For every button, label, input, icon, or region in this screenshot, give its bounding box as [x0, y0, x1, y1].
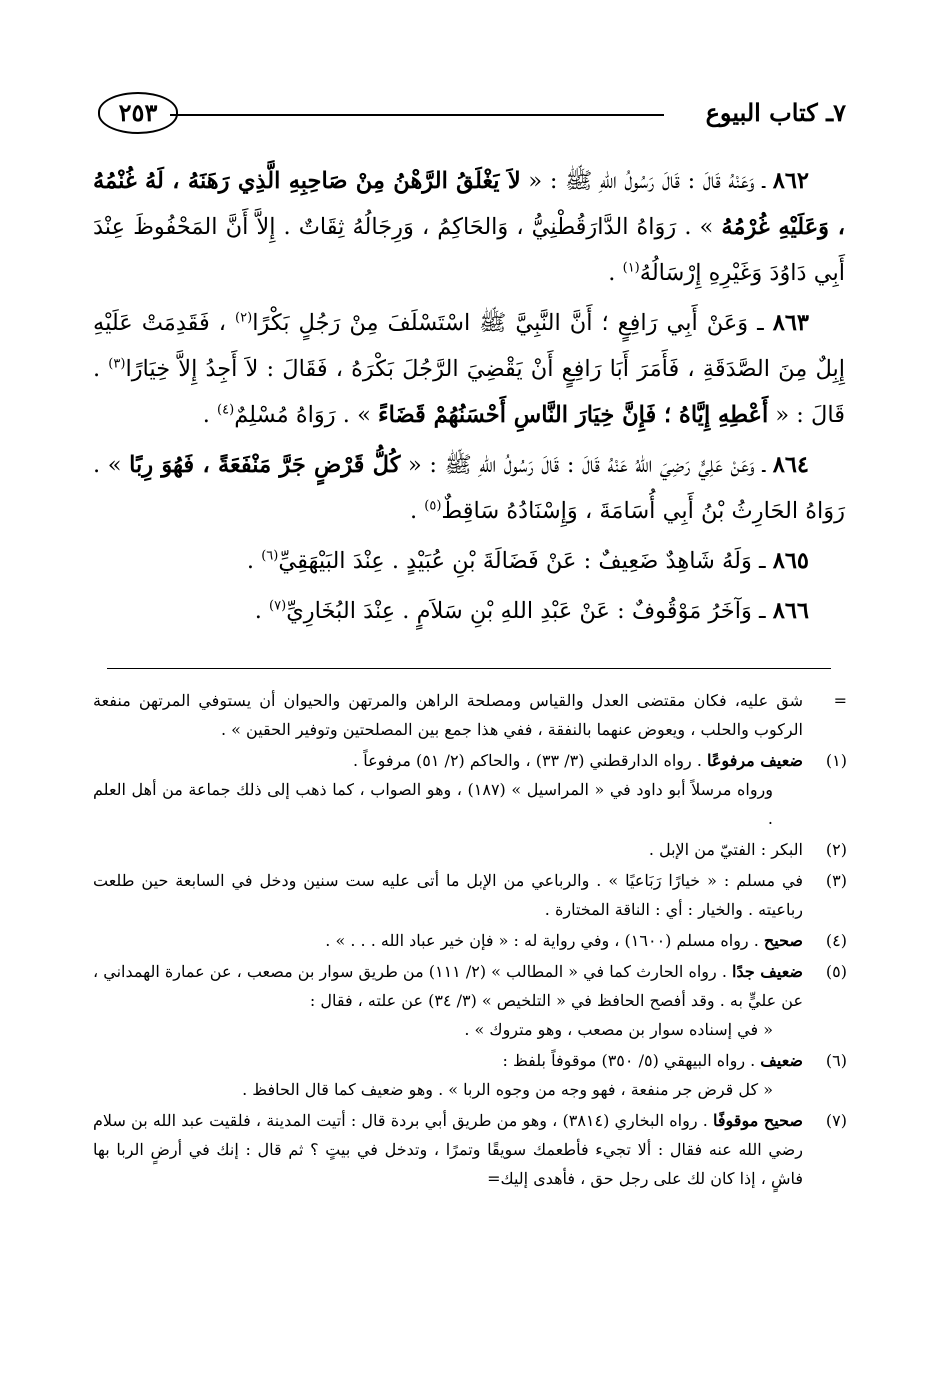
footnote-5: [93, 957, 847, 1044]
footnote-number: (٧): [825, 1111, 847, 1130]
footnote-ref: (١): [622, 260, 640, 276]
footnote-text: . رواه الدارقطني (٣/ ٣٣) ، والحاكم (٢/ ٥١) مرفوعاً .: [353, 751, 707, 770]
hadith-intro: ـ وَعَنْ عَلِيٍّ رَضِيَ اللهُ عَنْهُ قَالَ : قَالَ رَسُولُ اللهِ ﷺ : «: [400, 452, 773, 478]
footnote-number: (١): [825, 751, 847, 770]
hadith-end: .: [254, 598, 270, 624]
footnote-text-continued: ورواه مرسلاً أبو داود في « المراسيل » (١٨٧) ، وهو الصواب ، كما ذهب إلى ذلك جماعة من أهل العلم .: [93, 780, 773, 828]
footnote-text: في مسلم : « خيارًا رَبَاعيًا » . والرباعي من الإبل ما أتى عليه ست سنين ودخل في السابعة حين طلعت رباعيته . والخيار : أي : الناقة المختارة .: [93, 871, 803, 919]
hadith-number: ٨٦٦: [772, 598, 809, 624]
footnote-grade: صحيح: [763, 931, 803, 950]
footnote-ref: (٢): [235, 310, 253, 326]
hadith-text-body: ـ وَآخَرُ مَوْقُوفٌ : عَنْ عَبْدِ اللهِ بْنِ سَلاَمٍ . عِنْدَ البُخَارِيِّ: [286, 598, 773, 624]
hadith-mid2: . قَالَ : «: [93, 356, 845, 428]
hadith-863: [93, 300, 845, 438]
footnote-marker: =: [833, 691, 847, 710]
hadith-rest: » . رَوَاهُ الدَّارَقُطْنِيُّ ، وَالحَاكِمُ ، وَرِجَالُهُ ثِقَاتٌ . إِلاَّ أَنَّ المَحْفُوظَ عِنْدَ أَبِي دَاوُدَ وَغَيْرِهِ إِرْسَالُهُ: [93, 214, 845, 286]
hadith-quote: كُلُّ قَرْضٍ جَرَّ مَنْفَعَةً ، فَهُوَ رِبًا: [129, 452, 401, 478]
hadith-intro: ـ وَعَنْ أَبِي رَافِعٍ ؛ أَنَّ النَّبِيَّ ﷺ اسْتَسْلَفَ مِنْ رَجُلٍ بَكْرًا: [252, 310, 773, 336]
footnote-7: [93, 1106, 847, 1193]
footnote-text: . رواه الحارث كما في « المطالب » (٢/ ١١١) من طريق سوار بن مصعب ، عن عمارة الهمداني ، عن عليٍّ به . وقد أفصح الحافظ في « التلخيص » (٣/ ٣٤) عن علته ، فقال :: [93, 962, 803, 1010]
hadith-number: ٨٦٥: [772, 548, 809, 574]
hadith-864: [93, 442, 845, 534]
footnote-number: (٥): [825, 962, 847, 981]
footnote-grade: صحيح موقوفًا: [713, 1111, 803, 1130]
footnote-text: شق عليه، فكان مقتضى العدل والقياس ومصلحة الراهن والمرتهن والحيوان أن يستوفي المرتهن منفعة الركوب والحلب ، ويعوض عنهما بالنفقة ، ففي هذا جمع بين المصلحتين وتوفير الحقين » .: [93, 691, 803, 739]
footnote-number: (٢): [825, 840, 847, 859]
hadith-rest: » . رَوَاهُ مُسْلِمٌ: [234, 402, 379, 428]
hadith-865: [93, 538, 845, 584]
hadith-end: .: [246, 548, 262, 574]
hadith-quote: أَعْطِهِ إِيَّاهُ ؛ فَإِنَّ خِيَارَ النَّاسِ أَحْسَنُهُمْ قَضَاءً: [378, 402, 769, 428]
hadith-end: .: [608, 260, 623, 286]
hadith-number: ٨٦٣: [772, 310, 809, 336]
footnote-text: . رواه البخاري (٣٨١٤) ، وهو من طريق أبي بردة قال : أتيت المدينة ، فلقيت عبد الله بن سلام رضي الله عنه فقال : ألا تجيء فأطعمك سويقًا وتمرًا ، وتدخل في بيتٍ ؟ ثم قال : إنك في أرضٍ الربا بها فاشٍ ، إذا كان لك على رجل حق ، فأهدى إليك=: [93, 1111, 803, 1188]
footnote-number: (٣): [825, 871, 847, 890]
hadith-quote: لاَ يَغْلَقُ الرَّهْنُ مِنْ صَاحِبِهِ الَّذِي رَهَنَهُ ، لَهُ غُنْمُهُ ، وَعَلَيْهِ غُرْمُهُ: [93, 168, 845, 240]
footnote-ref: (٥): [424, 498, 442, 514]
page-header: [98, 92, 846, 136]
footnote-text: . رواه البيهقي (٥/ ٣٥٠) موقوفاً بلفظ :: [502, 1051, 761, 1070]
footnote-continuation: [93, 686, 847, 744]
footnote-grade: ضعيف جدًا: [732, 962, 803, 981]
footnote-quote: « في إسناده سوار بن مصعب ، وهو متروك » .: [464, 1020, 773, 1039]
footnote-ref: (٧): [269, 598, 287, 614]
footnote-1: [93, 746, 847, 833]
hadith-text: [93, 158, 845, 638]
hadith-intro: ـ وَعَنْهُ قَالَ : قَالَ رَسُولُ اللهِ ﷺ : «: [520, 168, 773, 194]
footnote-number: (٤): [825, 931, 847, 950]
hadith-number: ٨٦٢: [772, 168, 809, 194]
footnote-quote: « كل قرض جر منفعة ، فهو وجه من وجوه الربا » . وهو ضعيف كما قال الحافظ .: [242, 1080, 773, 1099]
hadith-end: .: [409, 498, 425, 524]
footnote-4: [93, 926, 847, 955]
hadith-866: [93, 588, 845, 634]
page-number: ٢٥٣: [98, 92, 178, 134]
footnotes: [93, 686, 847, 1195]
hadith-text-body: ـ وَلَهُ شَاهِدٌ ضَعِيفٌ : عَنْ فَضَالَةَ بْنِ عُبَيْدٍ . عِنْدَ البَيْهَقِيِّ: [278, 548, 773, 574]
hadith-mid: ، فَقَدِمَتْ عَلَيْهِ إِبِلٌ مِنَ الصَّدَقَةِ ، فَأَمَرَ أَبَا رَافِعٍ أَنْ يَقْضِيَ الرَّجُلَ بَكْرَهُ ، فَقَالَ : لاَ أَجِدُ إِلاَّ خِيَارًا: [93, 310, 846, 382]
footnote-separator: [107, 668, 831, 669]
hadith-rest: » . رَوَاهُ الحَارِثُ بْنُ أَبِي أُسَامَةَ ، وَإِسْنَادُهُ سَاقِطٌ: [93, 452, 845, 524]
footnote-ref: (٦): [261, 548, 279, 564]
footnote-text: . رواه مسلم (١٦٠٠) ، وفي رواية له : « فإن خير عباد الله . . . » .: [325, 931, 764, 950]
hadith-862: [93, 158, 845, 296]
footnote-6: [93, 1046, 847, 1104]
footnote-grade: ضعيف: [760, 1051, 803, 1070]
footnote-number: (٦): [825, 1051, 847, 1070]
hadith-end: .: [202, 402, 218, 428]
hadith-number: ٨٦٤: [772, 452, 809, 478]
footnote-text: البكر : الفتيّ من الإبل .: [648, 840, 803, 859]
footnote-2: [93, 835, 847, 864]
footnote-3: [93, 866, 847, 924]
chapter-title: ٧ـ كتاب البيوع: [698, 98, 846, 127]
footnote-ref: (٣): [108, 356, 126, 372]
footnote-grade: ضعيف مرفوعًا: [707, 751, 803, 770]
header-rule: [170, 114, 664, 116]
footnote-ref: (٤): [217, 402, 235, 418]
